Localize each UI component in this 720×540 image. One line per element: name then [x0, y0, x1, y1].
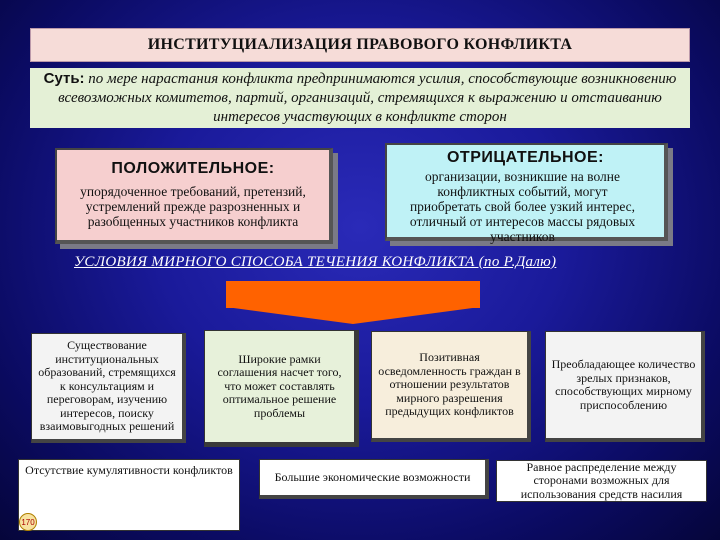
positive-text: упорядоченное требований, претензий, устремлений прежде разрозненных и разобщенных участников конфликта: [80, 184, 306, 229]
condition-institutions: Существование институциональных образований, стремящихся к консультациям и переговорам, изучению интересов, поиску взаимовыгодных решений: [31, 333, 186, 443]
arrow-bar: [226, 281, 480, 308]
arrow-down-icon: [226, 307, 480, 324]
essence-text: по мере нарастания конфликта предпринимаются усилия, способствующие возникновению всевозможных комитетов, партий, организаций, стремящихся к выражению и отстаиванию интересов участвующих в конфликте сторон: [58, 71, 677, 125]
positive-box: [55, 148, 333, 244]
negative-text: организации, возникшие на волне конфликтных событий, могут приобретать свой более узкий интерес, отличный от интересов массы рядовых участников: [409, 169, 636, 244]
condition-economic-opportunities: Большие экономические возможности: [259, 459, 489, 499]
condition-broad-agreement: Широкие рамки соглашения насчет того, что может составлять оптимальное решение проблемы: [204, 330, 359, 447]
condition-equal-distribution: Равное распределение между сторонами возможных для использования средств насилия: [496, 460, 707, 502]
essence-block: [30, 68, 690, 128]
page-number-badge: 170: [19, 513, 37, 531]
condition-no-cumulativity: Отсутствие кумулятивности конфликтов: [18, 459, 240, 531]
conditions-title: УСЛОВИЯ МИРНОГО СПОСОБА ТЕЧЕНИЯ КОНФЛИКТА (по Р.Далю): [74, 254, 557, 270]
condition-mature-features: Преобладающее количество зрелых признаков, способствующих мирному приспособлению: [545, 331, 705, 442]
positive-heading: ПОЛОЖИТЕЛЬНОЕ:: [111, 160, 275, 177]
slide-title: ИНСТИТУЦИАЛИЗАЦИЯ ПРАВОВОГО КОНФЛИКТА: [30, 28, 690, 62]
negative-heading: ОТРИЦАТЕЛЬНОЕ:: [446, 149, 604, 166]
essence-label: Суть:: [43, 70, 85, 87]
negative-box: [385, 143, 668, 244]
condition-positive-awareness: Позитивная осведомленность граждан в отношении результатов мирного разрешения предыдущих конфликтов: [371, 331, 531, 442]
